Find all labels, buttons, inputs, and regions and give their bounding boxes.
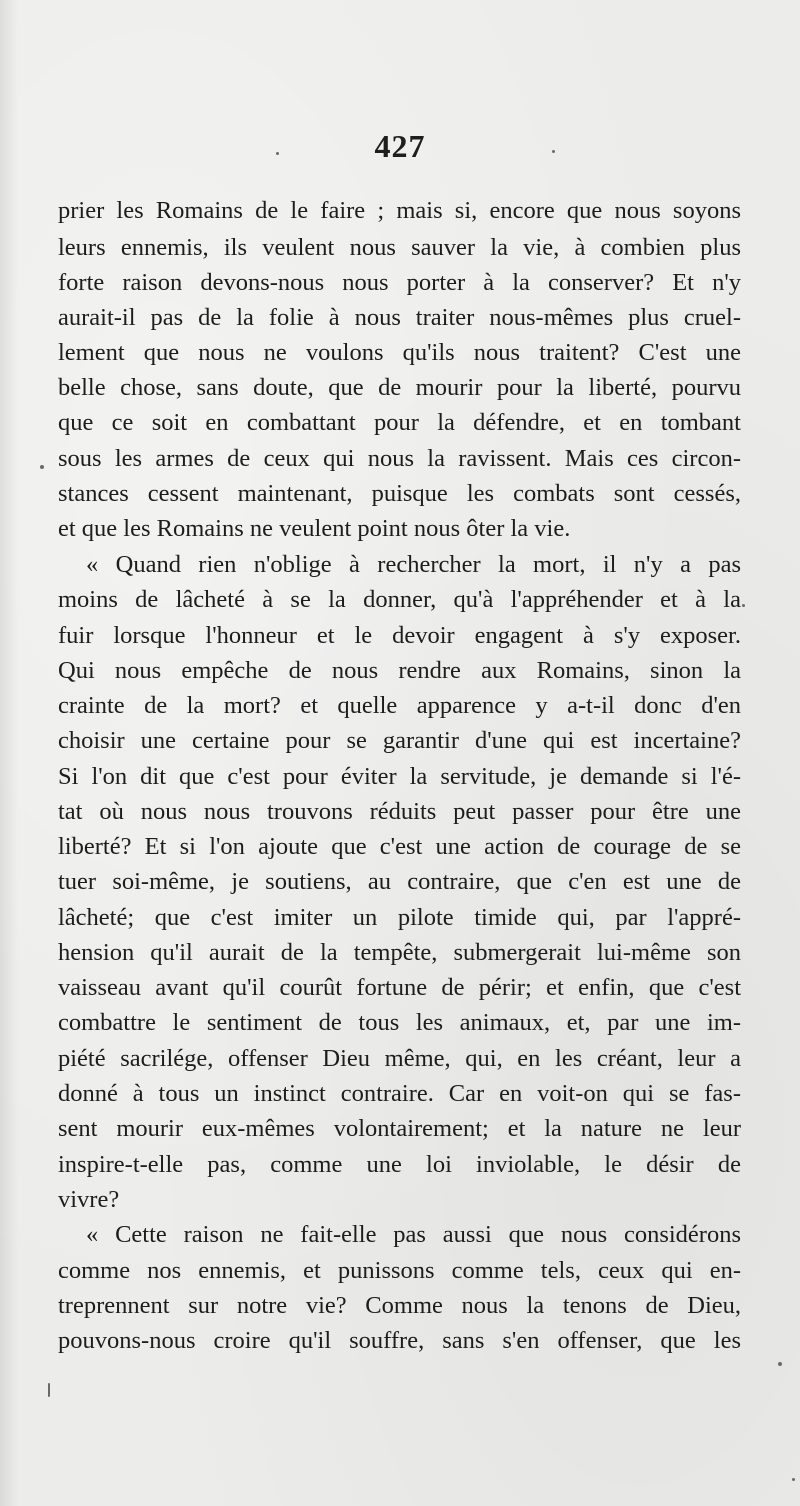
paper-speck [742,604,745,607]
text-line: leurs ennemis, ils veulent nous sauver la vie, à combien plus [58,234,741,261]
text-line: combattre le sentiment de tous les animaux, et, par une im- [58,1009,741,1036]
page-number: 427 [374,128,426,164]
text-line: donné à tous un instinct contraire. Car en voit-on qui se fas- [58,1080,741,1107]
text-line: « Cette raison ne fait-elle pas aussi que nous considérons [86,1221,741,1248]
text-line: vivre? [58,1186,120,1213]
text-line: Qui nous empêche de nous rendre aux Romains, sinon la [58,657,741,684]
paper-speck [552,150,555,153]
text-line: vaisseau avant qu'il courût fortune de périr; et enfin, que c'est [58,974,741,1001]
paper-speck [792,1478,795,1481]
text-line: prier les Romains de le faire ; mais si, encore que nous soyons [58,197,741,224]
text-line: crainte de la mort? et quelle apparence y a-t-il donc d'en [58,692,741,719]
text-line: lement que nous ne voulons qu'ils nous traitent? C'est une [58,339,741,366]
text-line: hension qu'il aurait de la tempête, submergerait lui-même son [58,939,741,966]
text-line: inspire-t-elle pas, comme une loi inviolable, le désir de [58,1151,741,1178]
text-line: et que les Romains ne veulent point nous ôter la vie. [58,515,571,542]
paper-speck [48,1383,50,1397]
text-line: treprennent sur notre vie? Comme nous la tenons de Dieu, [58,1292,741,1319]
text-line: moins de lâcheté à se la donner, qu'à l'appréhender et à la [58,586,741,613]
paper-speck [778,1362,782,1366]
text-line: belle chose, sans doute, que de mourir pour la liberté, pourvu [58,374,741,401]
text-line: « Quand rien n'oblige à rechercher la mort, il n'y a pas [86,551,741,578]
text-line: stances cessent maintenant, puisque les combats sont cessés, [58,480,741,507]
text-line: Si l'on dit que c'est pour éviter la servitude, je demande si l'é- [58,763,741,790]
text-line: sent mourir eux-mêmes volontairement; et la nature ne leur [58,1115,741,1142]
text-line: que ce soit en combattant pour la défendre, et en tombant [58,409,741,436]
text-line: lâcheté; que c'est imiter un pilote timide qui, par l'appré- [58,904,741,931]
text-line: tat où nous nous trouvons réduits peut passer pour être une [58,798,741,825]
text-line: aurait-il pas de la folie à nous traiter nous-mêmes plus cruel- [58,304,741,331]
text-line: piété sacrilége, offenser Dieu même, qui, en les créant, leur a [58,1045,741,1072]
text-line: fuir lorsque l'honneur et le devoir engagent à s'y exposer. [58,622,741,649]
paper-speck [40,465,44,469]
text-line: tuer soi-même, je soutiens, au contraire, que c'en est une de [58,868,741,895]
text-line: comme nos ennemis, et punissons comme tels, ceux qui en- [58,1257,741,1284]
text-line: forte raison devons-nous nous porter à la conserver? Et n'y [58,269,741,296]
text-line: choisir une certaine pour se garantir d'une qui est incertaine? [58,727,741,754]
page-gutter-shadow [0,0,18,1506]
text-line: pouvons-nous croire qu'il souffre, sans s'en offenser, que les [58,1327,741,1354]
text-line: liberté? Et si l'on ajoute que c'est une action de courage de se [58,833,741,860]
paper-speck [276,152,279,155]
text-line: sous les armes de ceux qui nous la ravissent. Mais ces circon- [58,445,741,472]
